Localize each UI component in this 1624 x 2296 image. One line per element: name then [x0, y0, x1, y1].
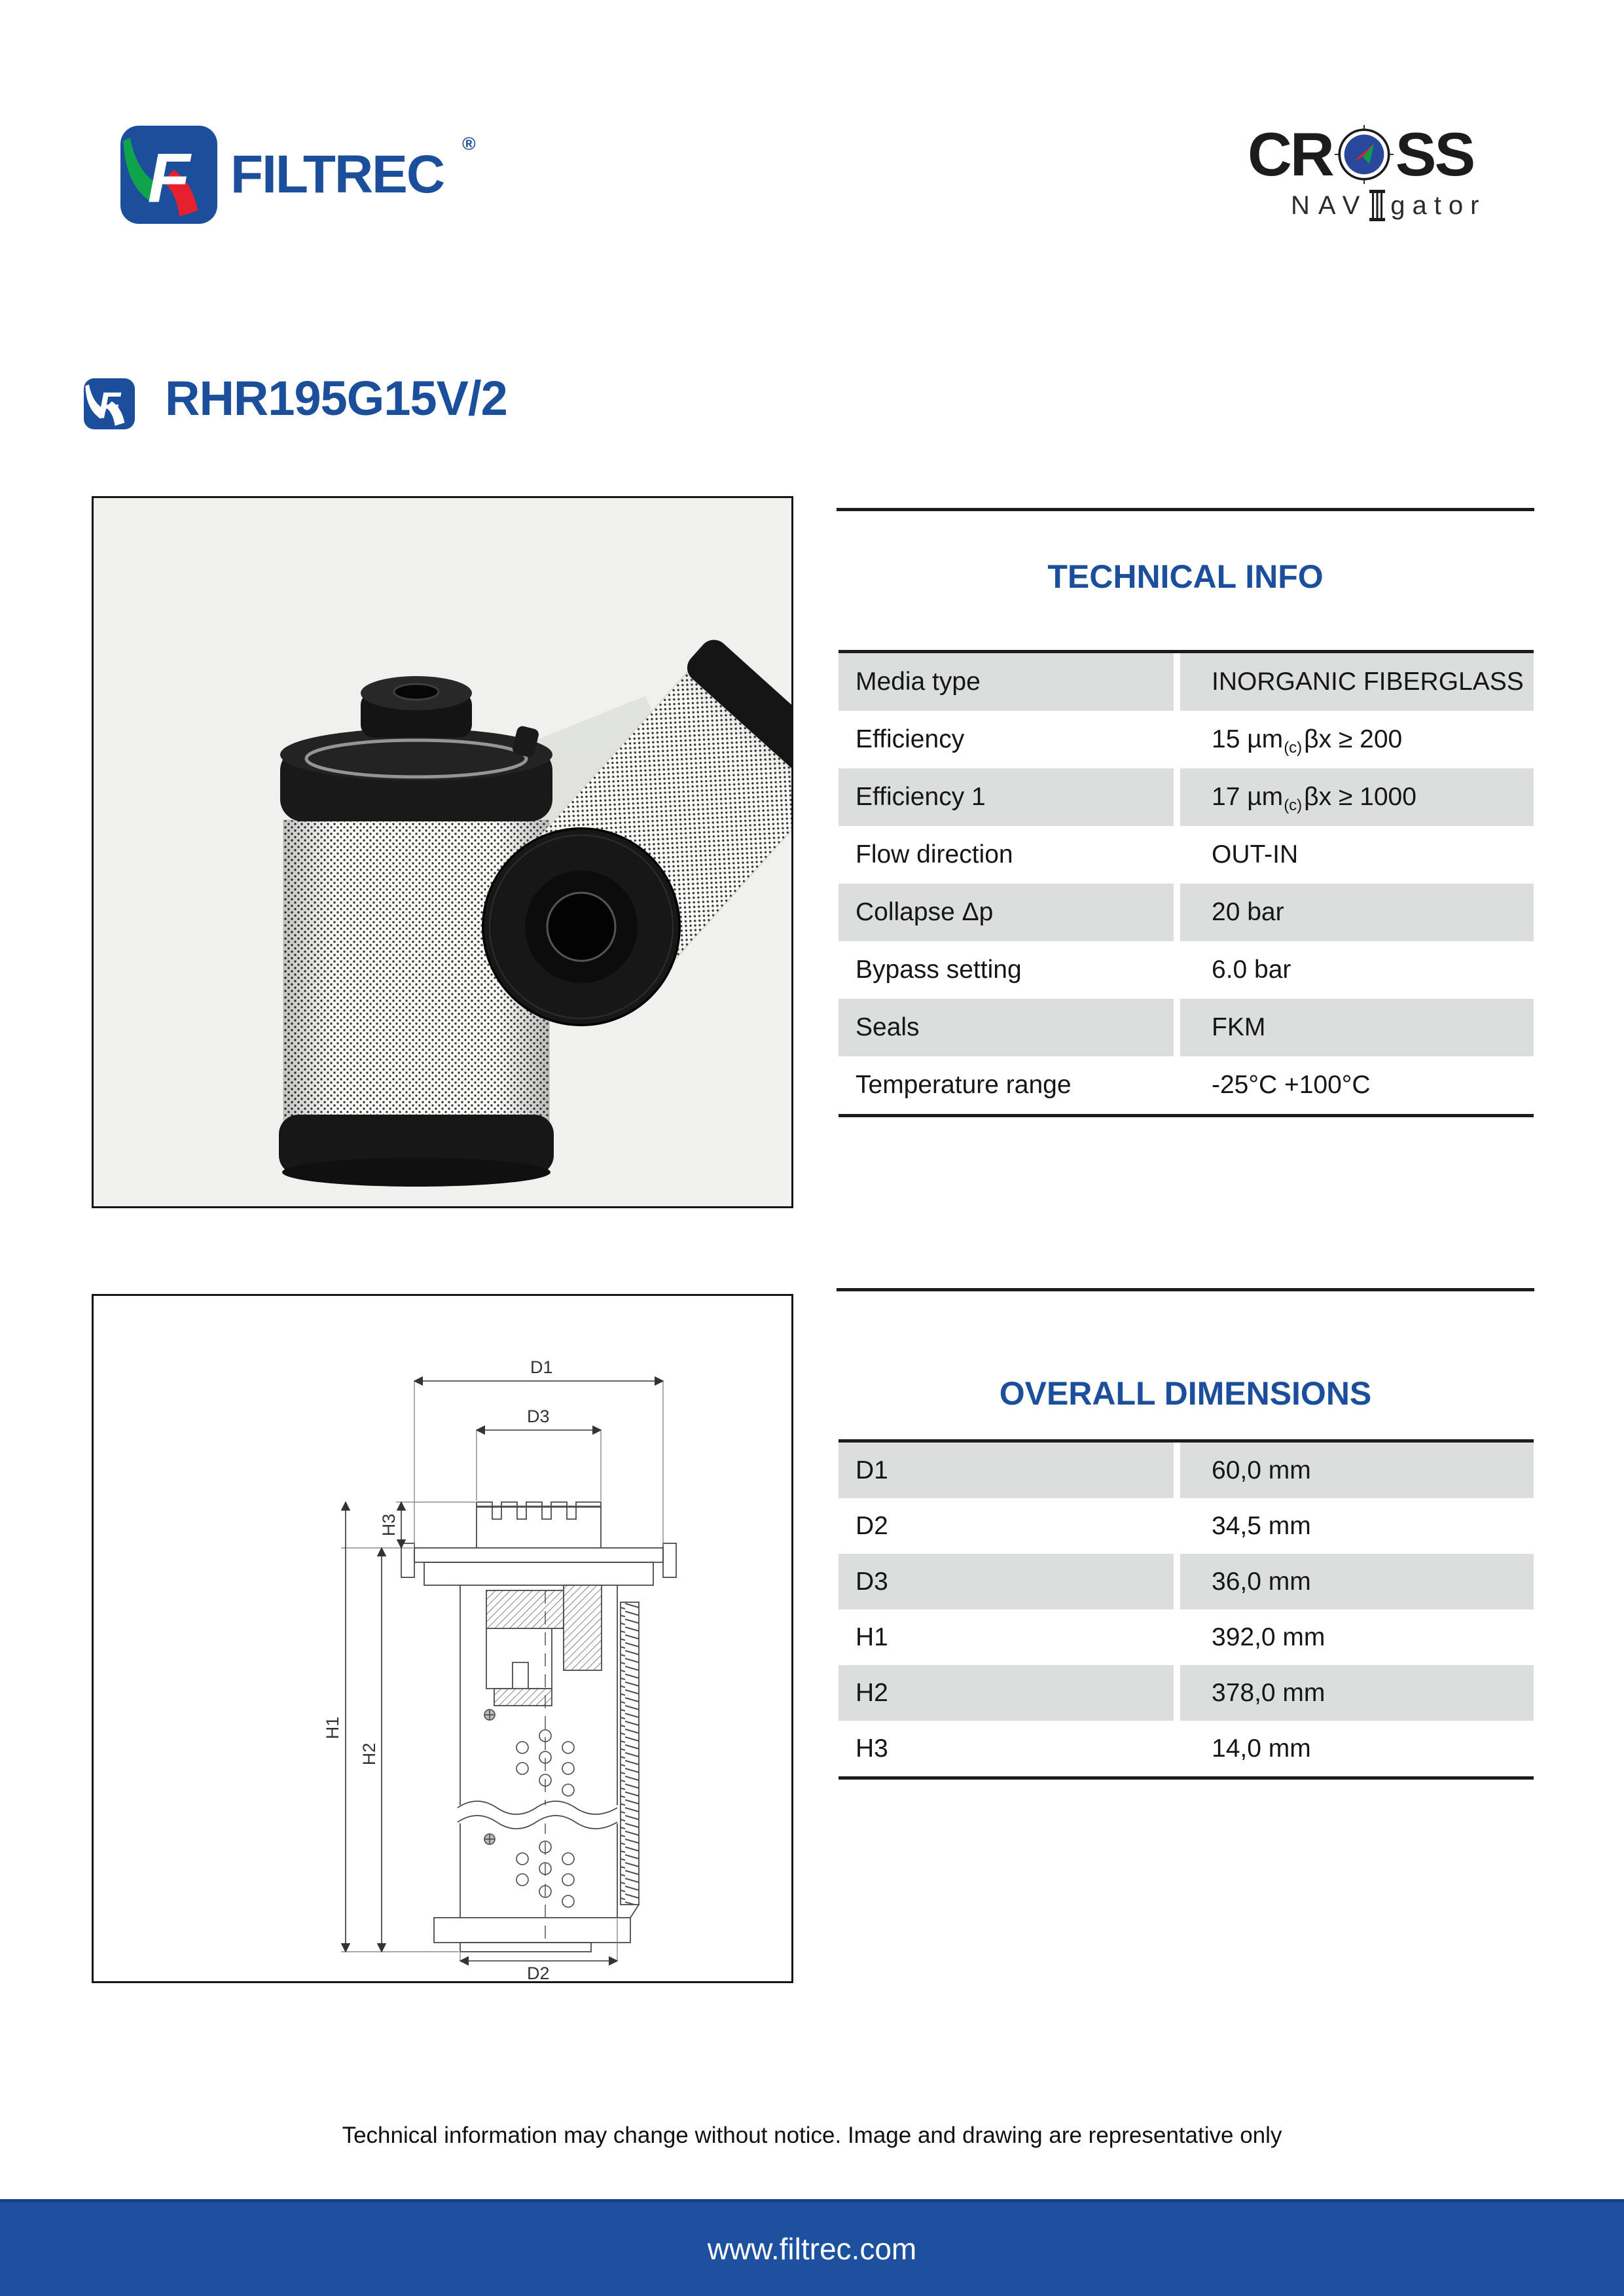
- row-label: D1: [839, 1443, 1174, 1498]
- table-row: [839, 1721, 1534, 1776]
- table-row: [839, 941, 1534, 999]
- cross-text-right: SS: [1395, 120, 1474, 188]
- product-title-icon: [84, 378, 135, 429]
- column-gap: [1174, 1665, 1180, 1721]
- row-value: [1180, 1498, 1534, 1554]
- row-label: Efficiency 1: [839, 768, 1174, 826]
- row-value: [1180, 1609, 1534, 1665]
- row-value: [1180, 884, 1534, 941]
- column-gap: [1174, 1443, 1180, 1498]
- row-value: [1180, 1554, 1534, 1609]
- filtrec-logo: [120, 126, 217, 224]
- table-row: [839, 711, 1534, 768]
- product-photo: [92, 496, 793, 1208]
- column-gap: [1174, 768, 1180, 826]
- row-value: [1180, 1665, 1534, 1721]
- table-row: [839, 1609, 1534, 1665]
- product-photo-render: [94, 498, 791, 1206]
- row-label: Collapse Δp: [839, 884, 1174, 941]
- table-row: [839, 884, 1534, 941]
- row-label: Seals: [839, 999, 1174, 1056]
- column-gap: [1174, 884, 1180, 941]
- technical-info-title: TECHNICAL INFO: [1047, 558, 1324, 595]
- column-gap: [1174, 653, 1180, 711]
- row-label: Flow direction: [839, 826, 1174, 884]
- nav-text: NAV: [1291, 190, 1369, 220]
- row-value: [1180, 999, 1534, 1056]
- row-value: [1180, 1056, 1534, 1114]
- table-row: [839, 999, 1534, 1056]
- dim-label-h3: H3: [379, 1513, 399, 1537]
- row-value: [1180, 826, 1534, 884]
- overall-dimensions-rule: [837, 1288, 1534, 1291]
- column-gap: [1174, 1554, 1180, 1609]
- value-text: 15 µm: [1212, 725, 1284, 753]
- dim-label-d3: D3: [527, 1407, 550, 1426]
- row-label: Bypass setting: [839, 941, 1174, 999]
- value-text-post: βx ≥ 200: [1304, 725, 1403, 753]
- row-label: H2: [839, 1665, 1174, 1721]
- row-label: D2: [839, 1498, 1174, 1554]
- value-text: 378,0 mm: [1212, 1678, 1326, 1707]
- overall-dimensions-table: [839, 1439, 1534, 1780]
- brand-name: FILTREC: [230, 145, 444, 204]
- table-row: [839, 1554, 1534, 1609]
- row-label: Media type: [839, 653, 1174, 711]
- technical-drawing: [92, 1294, 793, 1983]
- value-text: 36,0 mm: [1212, 1567, 1311, 1596]
- row-label: D3: [839, 1554, 1174, 1609]
- table-row: [839, 653, 1534, 711]
- column-gap: [1174, 1498, 1180, 1554]
- svg-text:F: F: [147, 139, 190, 217]
- gator-text: gator: [1390, 190, 1487, 220]
- table-row: [839, 1443, 1534, 1498]
- value-text: OUT-IN: [1212, 840, 1299, 869]
- column-gap: [1174, 711, 1180, 768]
- dim-label-h2: H2: [359, 1742, 379, 1766]
- row-value: [1180, 1721, 1534, 1776]
- cross-text-left: CR: [1248, 120, 1333, 188]
- column-gap: [1174, 1056, 1180, 1114]
- value-text: -25°C +100°C: [1212, 1071, 1371, 1099]
- cross-logo-line2: [1291, 190, 1523, 221]
- filter-section-outline: [401, 1502, 676, 1952]
- row-value: [1180, 711, 1534, 768]
- column-glyph-icon: [1369, 190, 1385, 221]
- value-text: 392,0 mm: [1212, 1623, 1326, 1651]
- table-row: [839, 1498, 1534, 1554]
- row-label: Efficiency: [839, 711, 1174, 768]
- extension-lines: [341, 1381, 663, 1961]
- bottom-bar: [0, 2199, 1624, 2296]
- column-gap: [1174, 941, 1180, 999]
- page-title: RHR195G15V/2: [165, 371, 507, 425]
- column-gap: [1174, 1721, 1180, 1776]
- dim-label-h1: H1: [323, 1716, 342, 1740]
- row-value: [1180, 941, 1534, 999]
- website-link[interactable]: www.filtrec.com: [707, 2232, 917, 2266]
- svg-text:F: F: [98, 384, 121, 426]
- dimension-labels: [323, 1357, 553, 1981]
- overall-dimensions-title: OVERALL DIMENSIONS: [999, 1375, 1372, 1412]
- compass-icon: [1334, 124, 1394, 185]
- value-subscript: (c): [1284, 739, 1303, 757]
- technical-info-rule: [837, 508, 1534, 511]
- technical-drawing-svg: [94, 1296, 791, 1981]
- table-row: [839, 1665, 1534, 1721]
- row-label: H3: [839, 1721, 1174, 1776]
- value-subscript: (c): [1284, 797, 1303, 814]
- column-gap: [1174, 999, 1180, 1056]
- value-text-post: βx ≥ 1000: [1304, 783, 1416, 811]
- filtrec-monogram-icon: [120, 126, 217, 224]
- row-label: H1: [839, 1609, 1174, 1665]
- value-text: INORGANIC FIBERGLASS: [1212, 668, 1524, 696]
- value-text: 6.0 bar: [1212, 956, 1291, 984]
- dimension-lines: [346, 1381, 663, 1961]
- dim-label-d1: D1: [530, 1357, 553, 1377]
- dim-label-d2: D2: [527, 1964, 550, 1981]
- row-value: [1180, 1443, 1534, 1498]
- row-label: Temperature range: [839, 1056, 1174, 1114]
- registered-mark: ®: [462, 134, 476, 154]
- cross-navigator-logo: [1248, 122, 1523, 221]
- column-gap: [1174, 1609, 1180, 1665]
- table-row: [839, 826, 1534, 884]
- disclaimer-text: Technical information may change without notice. Image and drawing are representative only: [342, 2123, 1282, 2148]
- value-text: 60,0 mm: [1212, 1456, 1311, 1484]
- value-text: 14,0 mm: [1212, 1734, 1311, 1763]
- value-text: 34,5 mm: [1212, 1511, 1311, 1540]
- value-text: 17 µm: [1212, 783, 1284, 811]
- table-row: [839, 768, 1534, 826]
- value-text: 20 bar: [1212, 898, 1284, 926]
- technical-info-table: [839, 650, 1534, 1117]
- value-text: FKM: [1212, 1013, 1266, 1041]
- filtrec-monogram-white-icon: [84, 378, 135, 429]
- row-value: [1180, 653, 1534, 711]
- column-gap: [1174, 826, 1180, 884]
- row-value: [1180, 768, 1534, 826]
- table-row: [839, 1056, 1534, 1114]
- cross-logo-line1: [1248, 122, 1523, 187]
